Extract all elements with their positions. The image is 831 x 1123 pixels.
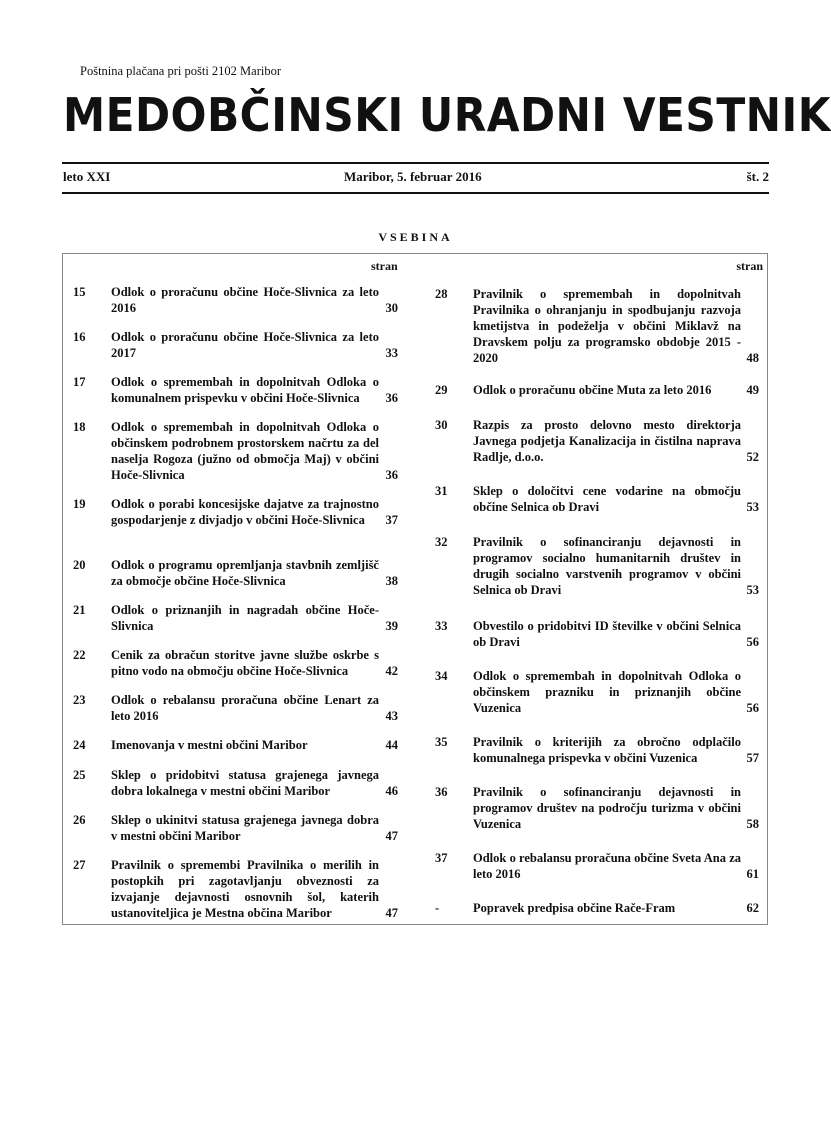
entry-page: 42 bbox=[385, 664, 398, 678]
entry-page: 43 bbox=[385, 709, 398, 723]
entry-page: 47 bbox=[385, 906, 398, 920]
entry-number: 22 bbox=[73, 648, 86, 662]
toc-entry[interactable] bbox=[73, 767, 398, 799]
entry-page: 49 bbox=[746, 383, 759, 397]
entry-title: Odlok o rebalansu proračuna občine Sveta Ana za leto 2016 bbox=[473, 851, 741, 881]
entry-number: 29 bbox=[435, 383, 448, 397]
masthead-title: MEDOBČINSKI URADNI VESTNIK bbox=[63, 88, 831, 142]
entry-number: 36 bbox=[435, 785, 448, 799]
toc-entry[interactable] bbox=[435, 734, 759, 766]
entry-number: 16 bbox=[73, 330, 86, 344]
entry-page: 46 bbox=[385, 784, 398, 798]
entry-number: 20 bbox=[73, 558, 86, 572]
entry-number: 19 bbox=[73, 497, 86, 511]
toc-entry[interactable] bbox=[435, 900, 759, 916]
toc-entry[interactable] bbox=[73, 329, 398, 361]
entry-number: 24 bbox=[73, 738, 86, 752]
page-column-label-right: stran bbox=[736, 259, 763, 273]
toc-entry[interactable] bbox=[435, 784, 759, 832]
entry-title: Odlok o programu opremljanja stavbnih zemljišč za območje občine Hoče-Slivnica bbox=[111, 558, 379, 588]
toc-entry[interactable] bbox=[435, 382, 759, 398]
page-column-label-left: stran bbox=[371, 259, 398, 273]
entry-number: 32 bbox=[435, 535, 448, 549]
entry-page: 30 bbox=[385, 301, 398, 315]
entry-number: 35 bbox=[435, 735, 448, 749]
entry-title: Odlok o proračunu občine Hoče-Slivnica za leto 2016 bbox=[111, 285, 379, 315]
entry-number: - bbox=[435, 901, 440, 915]
toc-entry[interactable] bbox=[73, 737, 398, 753]
toc-entry[interactable] bbox=[435, 417, 759, 465]
entry-number: 27 bbox=[73, 858, 86, 872]
entry-number: 33 bbox=[435, 619, 448, 633]
entry-page: 53 bbox=[746, 500, 759, 514]
entry-number: 15 bbox=[73, 285, 86, 299]
toc-entry[interactable] bbox=[435, 850, 759, 882]
issue-date: Maribor, 5. februar 2016 bbox=[344, 169, 482, 184]
toc-entry[interactable] bbox=[73, 602, 398, 634]
toc-entry[interactable] bbox=[73, 647, 398, 679]
entry-number: 26 bbox=[73, 813, 86, 827]
toc-entry[interactable] bbox=[73, 374, 398, 406]
toc-entry[interactable] bbox=[73, 284, 398, 316]
toc-entry[interactable] bbox=[73, 812, 398, 844]
toc-entry[interactable] bbox=[435, 618, 759, 650]
entry-title: Sklep o pridobitvi statusa grajenega javnega dobra lokalnega v mestni občini Maribor bbox=[111, 768, 379, 798]
entry-title: Imenovanja v mestni občini Maribor bbox=[111, 738, 308, 752]
entry-page: 44 bbox=[385, 738, 398, 752]
entry-page: 62 bbox=[746, 901, 759, 915]
entry-number: 34 bbox=[435, 669, 448, 683]
entry-title: Pravilnik o sofinanciranju dejavnosti in programov socialno humanitarnih društev in drugih socialno varstvenih programov v občini Selnica ob Dravi bbox=[473, 535, 741, 597]
entry-page: 56 bbox=[746, 701, 759, 715]
entry-title: Odlok o spremembah in dopolnitvah Odloka o občinskem podrobnem prostorskem načrtu za del naselja Rogoza (južno od območja Maj) v občini Hoče-Slivnica bbox=[111, 420, 379, 482]
entry-page: 33 bbox=[385, 346, 398, 360]
entry-number: 28 bbox=[435, 287, 448, 301]
issue-year: leto XXI bbox=[63, 169, 111, 184]
entry-title: Obvestilo o pridobitvi ID številke v občini Selnica ob Dravi bbox=[473, 619, 741, 649]
contents-heading: VSEBINA bbox=[378, 230, 453, 244]
toc-entry[interactable] bbox=[73, 419, 398, 483]
entry-number: 23 bbox=[73, 693, 86, 707]
entry-page: 61 bbox=[746, 867, 759, 881]
entry-page: 47 bbox=[385, 829, 398, 843]
header-rule-bottom bbox=[62, 192, 769, 194]
toc-entry[interactable] bbox=[435, 286, 759, 366]
entry-title: Razpis za prosto delovno mesto direktorja Javnega podjetja Kanalizacija in čistilna naprava Radlje, d.o.o. bbox=[473, 418, 741, 464]
header-rule-top bbox=[62, 162, 769, 164]
entry-page: 56 bbox=[746, 635, 759, 649]
entry-title: Odlok o proračunu občine Muta za leto 2016 bbox=[473, 383, 712, 397]
entry-title: Sklep o ukinitvi statusa grajenega javnega dobra v mestni občini Maribor bbox=[111, 813, 379, 843]
entry-page: 36 bbox=[385, 468, 398, 482]
entry-title: Cenik za obračun storitve javne službe oskrbe s pitno vodo na območju občine Hoče-Slivnica bbox=[111, 648, 379, 678]
toc-entry[interactable] bbox=[73, 692, 398, 724]
entry-title: Odlok o spremembah in dopolnitvah Odloka o komunalnem prispevku v občini Hoče-Slivnica bbox=[111, 375, 379, 405]
toc-entry[interactable] bbox=[435, 668, 759, 716]
entry-page: 58 bbox=[746, 817, 759, 831]
entry-number: 25 bbox=[73, 768, 86, 782]
table-of-contents bbox=[62, 253, 768, 925]
toc-entry[interactable] bbox=[435, 483, 759, 515]
entry-title: Popravek predpisa občine Rače-Fram bbox=[473, 901, 676, 915]
entry-title: Pravilnik o spremembah in dopolnitvah Pravilnika o ohranjanju in spodbujanju razvoja kmetijstva in podeželja v občini Miklavž na Dravskem polju za programsko obdobje 2015 - 2020 bbox=[473, 287, 741, 365]
entry-title: Sklep o določitvi cene vodarine na območju občine Selnica ob Dravi bbox=[473, 484, 741, 514]
issue-number: št. 2 bbox=[746, 169, 769, 184]
toc-entry[interactable] bbox=[73, 857, 398, 921]
entry-page: 48 bbox=[746, 351, 759, 365]
entry-title: Odlok o proračunu občine Hoče-Slivnica za leto 2017 bbox=[111, 330, 379, 360]
entry-title: Odlok o porabi koncesijske dajatve za trajnostno gospodarjenje z divjadjo v občini Hoče-Slivnica bbox=[111, 497, 379, 527]
entry-title: Odlok o priznanjih in nagradah občine Hoče-Slivnica bbox=[111, 603, 379, 633]
entry-title: Odlok o rebalansu proračuna občine Lenart za leto 2016 bbox=[111, 693, 379, 723]
postage-note: Poštnina plačana pri pošti 2102 Maribor bbox=[80, 64, 282, 78]
entry-number: 31 bbox=[435, 484, 448, 498]
toc-entry[interactable] bbox=[435, 534, 759, 598]
entry-title: Odlok o spremembah in dopolnitvah Odloka o občinskem prazniku in priznanjih občine Vuzenica bbox=[473, 669, 741, 715]
entry-page: 57 bbox=[746, 751, 759, 765]
entry-title: Pravilnik o sofinanciranju dejavnosti in programov društev na področju turizma v občini Vuzenica bbox=[473, 785, 741, 831]
entry-number: 18 bbox=[73, 420, 86, 434]
entry-number: 17 bbox=[73, 375, 86, 389]
entry-title: Pravilnik o kriterijih za obročno odplačilo komunalnega prispevka v občini Vuzenica bbox=[473, 735, 741, 765]
entry-page: 53 bbox=[746, 583, 759, 597]
entry-page: 36 bbox=[385, 391, 398, 405]
entry-number: 37 bbox=[435, 851, 448, 865]
entry-page: 37 bbox=[385, 513, 398, 527]
entry-page: 52 bbox=[746, 450, 759, 464]
entry-title: Pravilnik o spremembi Pravilnika o merilih in postopkih pri zagotavljanju obveznosti za izvajanje dejavnosti osnovnih šol, katerih ustanoviteljica je Mestna občina Maribor bbox=[111, 858, 379, 920]
toc-entry[interactable] bbox=[73, 496, 398, 528]
entry-number: 21 bbox=[73, 603, 86, 617]
entry-page: 39 bbox=[385, 619, 398, 633]
toc-entry[interactable] bbox=[73, 557, 398, 589]
entry-page: 38 bbox=[385, 574, 398, 588]
entry-number: 30 bbox=[435, 418, 448, 432]
